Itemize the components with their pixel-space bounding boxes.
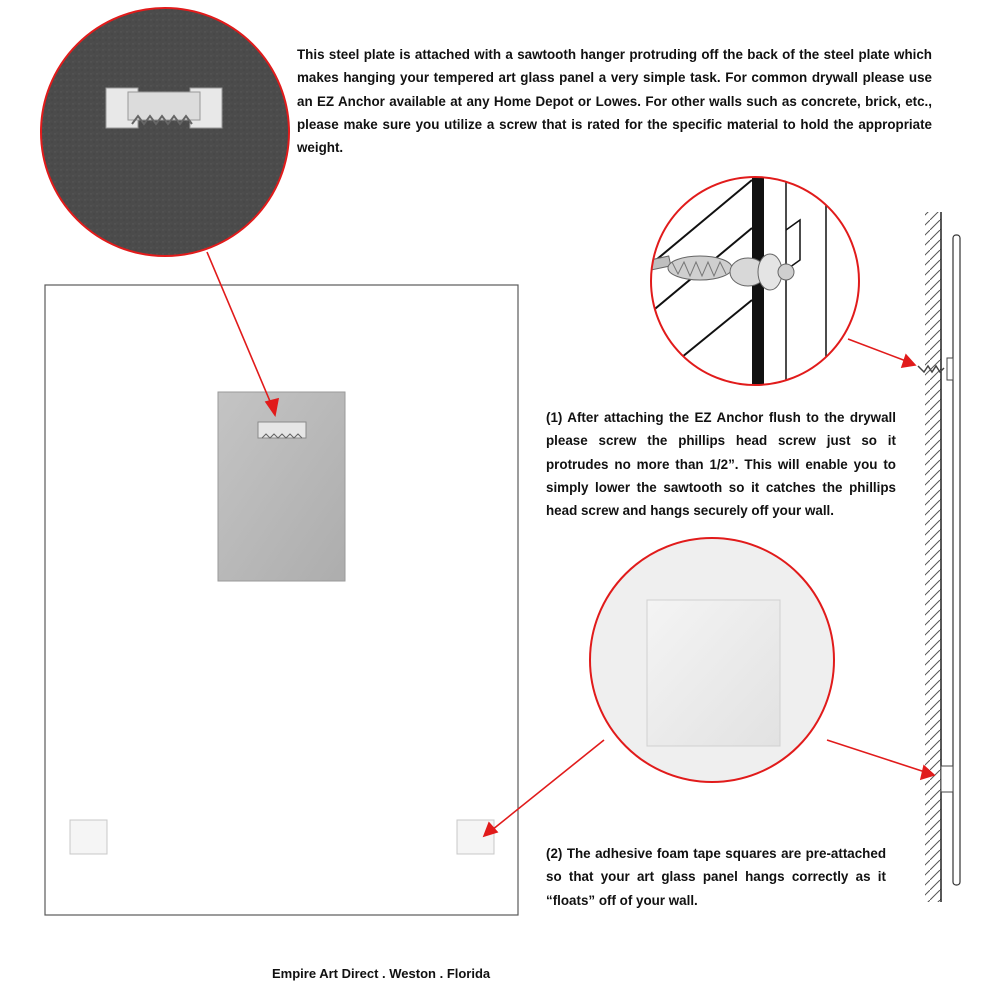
foam-detail-callout [588, 536, 838, 786]
steel-plate [218, 392, 345, 581]
intro-paragraph: This steel plate is attached with a sawtooth hanger protruding off the back of the steel plate which makes hanging your tempered art glass panel a very simple task. For common drywall please use an EZ Anchor available at any Home Depot or Lowes. For other walls such as concrete, brick, etc., please make sure you utilize a screw that is rated for the specific material to hold the appropriate weight. [297, 47, 932, 156]
arrow-to-side-foam [827, 740, 925, 772]
arrow-to-side-screw-head [902, 355, 915, 367]
wall-side-view [925, 212, 941, 902]
arrow-to-side-screw [848, 339, 906, 361]
footer-company-name: Empire Art Direct . Weston . Florida [272, 966, 491, 981]
anchor-detail-callout [649, 170, 860, 390]
sawtooth-hanger [258, 422, 306, 438]
foam-square-left [70, 820, 107, 854]
step-1-instructions: (1) After attaching the EZ Anchor flush to the drywall please screw the phillips head screw just so it protrudes no more than 1/2”. This will enable you to simply lower the sawtooth so it catches the phillips head screw and hangs securely off your wall. [546, 410, 896, 519]
sawtooth-detail-callout [40, 8, 290, 258]
step-2-instructions: (2) The adhesive foam tape squares are pre-attached so that your art glass panel hangs correctly as it “floats” off of your wall. [546, 846, 886, 908]
glass-panel [45, 285, 518, 915]
glass-panel-side-view [953, 235, 960, 885]
side-view-foam [941, 766, 953, 792]
